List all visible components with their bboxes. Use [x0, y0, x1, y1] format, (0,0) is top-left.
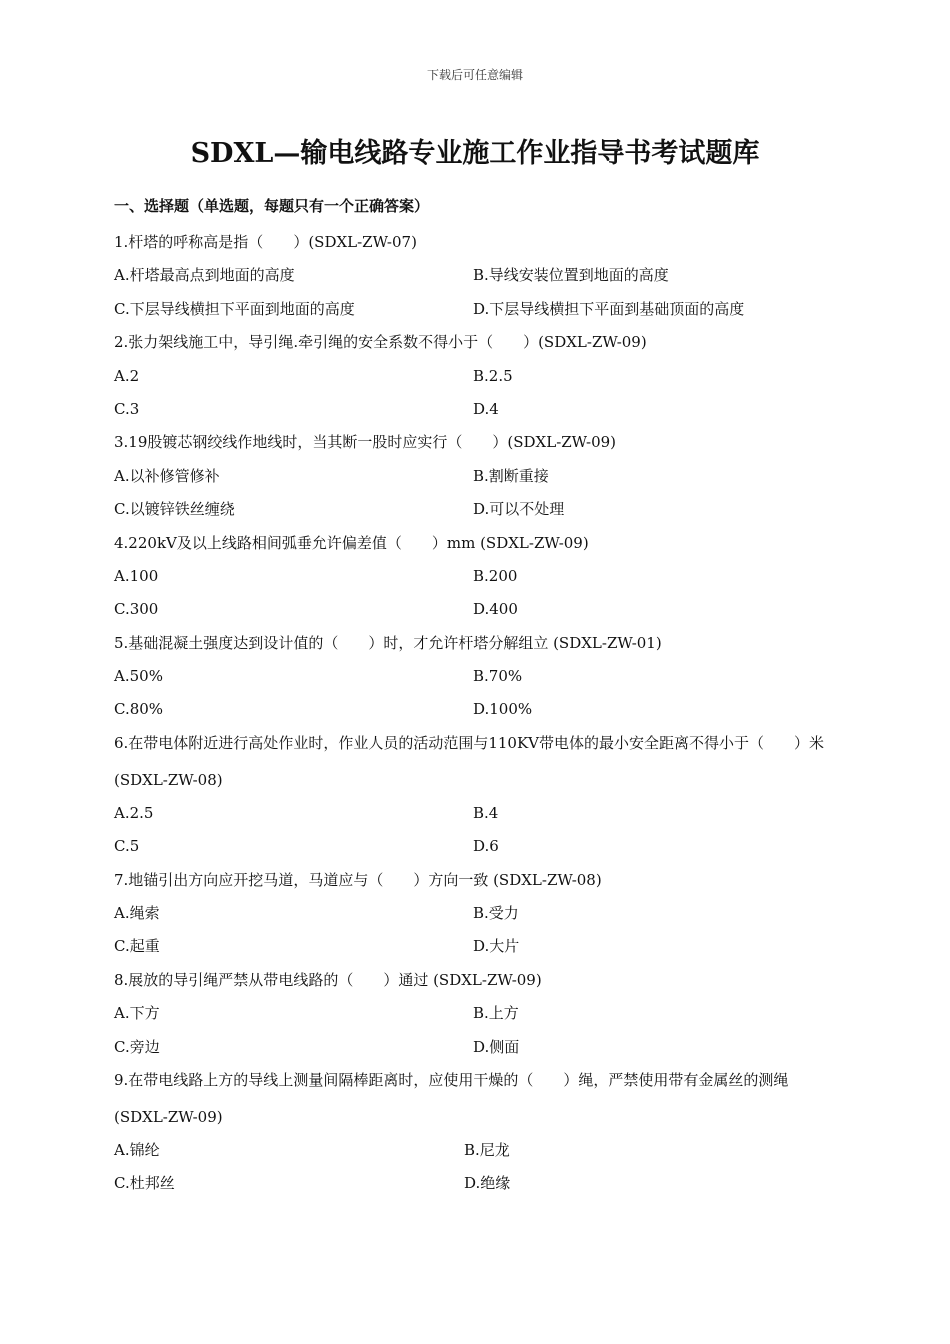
- option-b: B.4: [473, 803, 499, 822]
- option-row: [114, 693, 844, 726]
- option-a: A.绳索: [114, 904, 160, 923]
- question-stem: 9.在带电线路上方的导线上测量间隔棒距离时，应使用干燥的（ ）绳，严禁使用带有金属丝的测绳(SDXL-ZW-09): [114, 1070, 789, 1126]
- question-stem: 4.220kV及以上线路相间弧垂允许偏差值（ ）mm (SDXL-ZW-09): [114, 533, 589, 552]
- option-c: C.旁边: [114, 1037, 160, 1056]
- option-row: [114, 259, 844, 292]
- option-row: [114, 593, 844, 626]
- question-stem: 6.在带电体附近进行高处作业时，作业人员的活动范围与110KV带电体的最小安全距离不得小于（ ）米 (SDXL-ZW-08): [114, 733, 824, 789]
- option-b: B.200: [473, 566, 518, 585]
- option-d: D.6: [473, 837, 499, 856]
- option-row: [114, 897, 844, 930]
- option-a: A.锦纶: [114, 1140, 160, 1159]
- option-c: C.80%: [114, 700, 164, 719]
- question-stem: 7.地锚引出方向应开挖马道，马道应与（ ）方向一致 (SDXL-ZW-08): [114, 870, 602, 889]
- question-8: [114, 964, 844, 1064]
- option-c: C.300: [114, 600, 159, 619]
- option-row: [114, 1167, 844, 1200]
- option-a: A.杆塔最高点到地面的高度: [114, 266, 295, 285]
- question-3: [114, 426, 844, 526]
- option-a: A.100: [114, 566, 159, 585]
- option-a: A.2: [114, 366, 140, 385]
- option-c: C.起重: [114, 937, 160, 956]
- option-row: [114, 997, 844, 1030]
- option-a: A.50%: [114, 667, 163, 686]
- option-b: B.尼龙: [464, 1140, 510, 1159]
- option-b: B.导线安装位置到地面的高度: [473, 266, 669, 285]
- question-stem: 3.19股镀芯钢绞线作地线时，当其断一股时应实行（ ）(SDXL-ZW-09): [114, 433, 617, 452]
- question-6: [114, 725, 844, 864]
- option-row: [114, 360, 844, 393]
- option-b: B.割断重接: [473, 466, 549, 485]
- question-stem: 8.展放的导引绳严禁从带电线路的（ ）通过 (SDXL-ZW-09): [114, 970, 542, 989]
- option-row: [114, 660, 844, 693]
- document-title: SDXL—输电线路专业施工作业指导书考试题库: [190, 138, 760, 169]
- option-b: B.2.5: [473, 366, 513, 385]
- question-stem: 2.张力架线施工中，导引绳.牵引绳的安全系数不得小于（ ）(SDXL-ZW-09): [114, 333, 647, 352]
- section-heading: 一、选择题（单选题，每题只有一个正确答案）: [114, 197, 430, 215]
- option-d: D.大片: [473, 937, 520, 956]
- question-9: [114, 1062, 844, 1201]
- option-d: D.侧面: [473, 1037, 520, 1056]
- option-d: D.100%: [473, 700, 533, 719]
- option-a: A.下方: [114, 1004, 160, 1023]
- option-d: D.4: [473, 399, 499, 418]
- question-7: [114, 864, 844, 964]
- option-a: A.以补修管修补: [114, 466, 220, 485]
- option-row: [114, 493, 844, 526]
- option-row: [114, 293, 844, 326]
- option-row: [114, 1134, 844, 1167]
- question-2: [114, 326, 844, 426]
- option-row: [114, 797, 844, 830]
- question-stem: 5.基础混凝土强度达到设计值的（ ）时，才允许杆塔分解组立 (SDXL-ZW-01): [114, 633, 662, 652]
- question-1: [114, 226, 844, 326]
- option-row: [114, 393, 844, 426]
- question-stem: 1.杆塔的呼称高是指（ ）(SDXL-ZW-07): [114, 233, 417, 251]
- question-5: [114, 627, 844, 727]
- option-c: C.杜邦丝: [114, 1174, 175, 1193]
- option-row: [114, 830, 844, 863]
- option-d: D.下层导线横担下平面到基础顶面的高度: [473, 299, 745, 318]
- option-row: [114, 930, 844, 963]
- option-row: [114, 460, 844, 493]
- question-list: [114, 226, 844, 1201]
- option-row: [114, 1031, 844, 1064]
- option-d: D.400: [473, 600, 518, 619]
- option-a: A.2.5: [114, 803, 154, 822]
- option-c: C.3: [114, 399, 140, 418]
- option-c: C.以镀锌铁丝缠绕: [114, 500, 235, 519]
- option-b: B.70%: [473, 667, 523, 686]
- option-d: D.绝缘: [464, 1174, 511, 1193]
- question-4: [114, 527, 844, 627]
- option-b: B.上方: [473, 1004, 519, 1023]
- option-c: C.5: [114, 837, 140, 856]
- option-row: [114, 560, 844, 593]
- option-b: B.受力: [473, 904, 519, 923]
- option-d: D.可以不处理: [473, 500, 565, 519]
- page-header-note: 下载后可任意编辑: [426, 68, 523, 82]
- option-c: C.下层导线横担下平面到地面的高度: [114, 299, 355, 318]
